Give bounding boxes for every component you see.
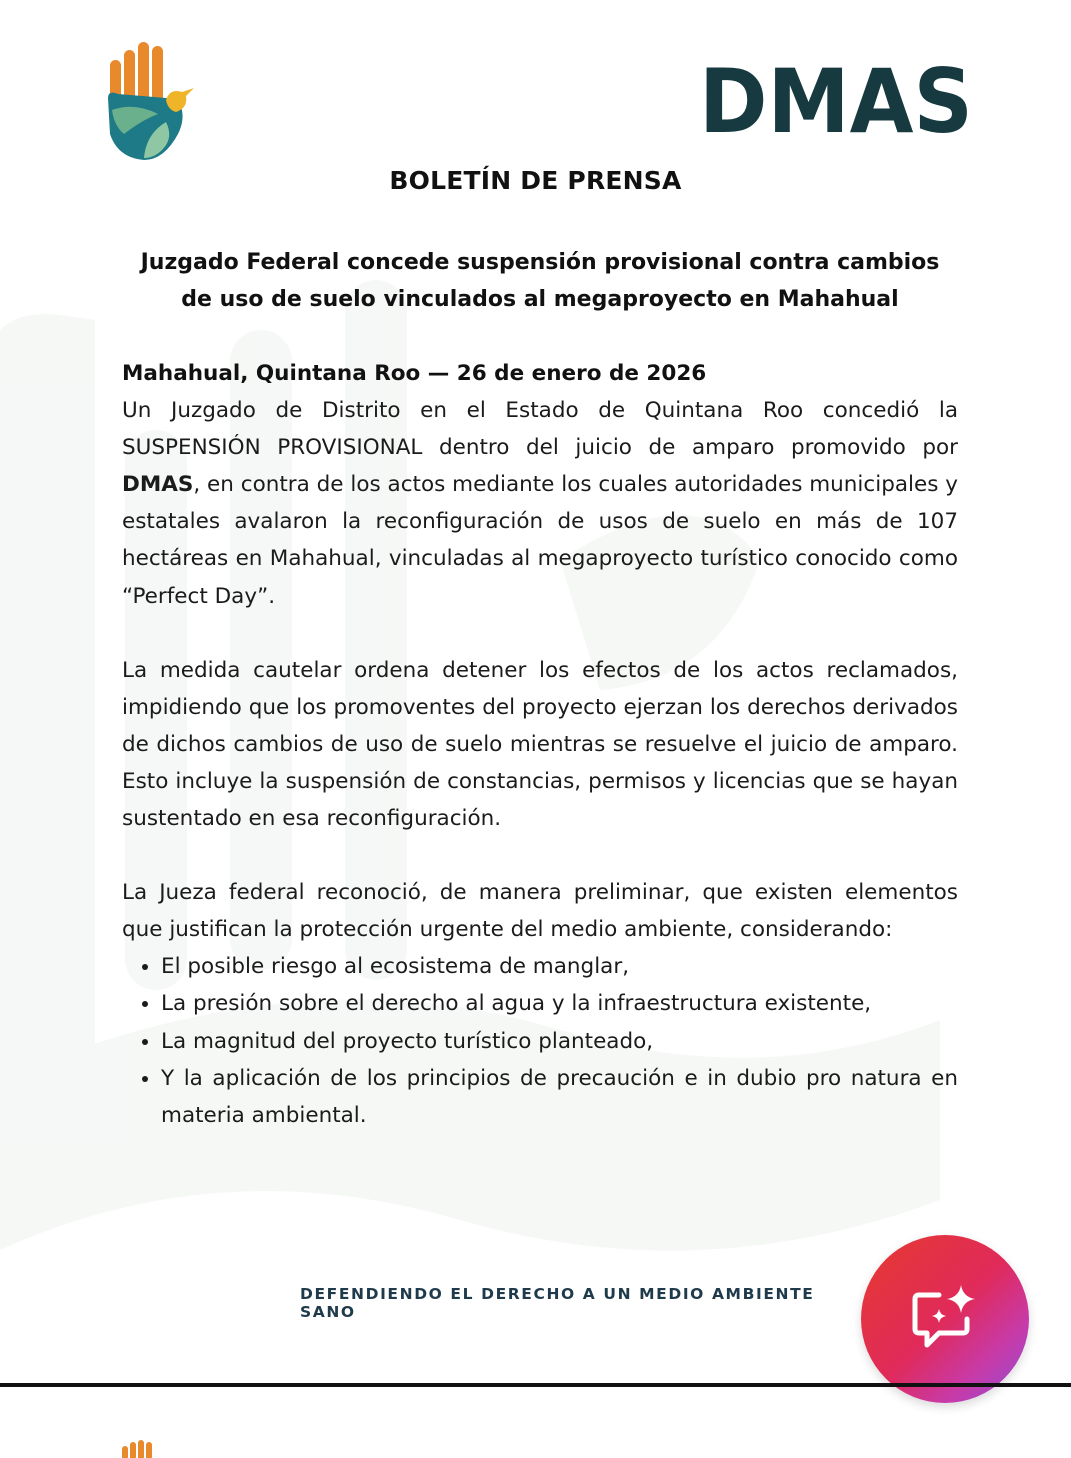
hand-bird-logo-icon (104, 38, 200, 164)
paragraph-1-org-name: DMAS (122, 472, 194, 498)
svg-text:DMAS: DMAS (699, 52, 973, 142)
paragraph-1-text-b: , en contra de los actos mediante los cuales autoridades municipales y estatales avalaron la reconfiguración de usos de suelo en más de 107 hectáreas en Mahahual, vinculadas al megaproyecto turístico conocido como “Perfect Day”. (122, 472, 958, 609)
paragraph-1 (122, 392, 958, 615)
list-item: • La presión sobre el derecho al agua y la infraestructura existente, (161, 985, 958, 1022)
list-item: • El posible riesgo al ecosistema de manglar, (161, 948, 958, 985)
list-item: • Y la aplicación de los principios de precaución e in dubio pro natura en materia ambiental. (161, 1060, 958, 1134)
paragraph-1-text-a: Un Juzgado de Distrito en el Estado de Quintana Roo concedió la SUSPENSIÓN PROVISIONAL dentro del juicio de amparo promovido por (122, 398, 958, 461)
dmas-wordmark (696, 52, 976, 142)
list-item: • La magnitud del proyecto turístico planteado, (161, 1023, 958, 1060)
press-release-body (122, 355, 958, 1134)
press-release-headline: Juzgado Federal concede suspensión provisional contra cambios de uso de suelo vinculados al megaproyecto en Mahahual (140, 250, 940, 312)
dateline: Mahahual, Quintana Roo — 26 de enero de 2026 (122, 361, 707, 386)
page-divider (0, 1383, 1071, 1387)
paragraph-3: La Jueza federal reconoció, de manera preliminar, que existen elementos que justifican la protección urgente del medio ambiente, considerando: (122, 880, 958, 943)
document-type-heading: BOLETÍN DE PRENSA (389, 166, 682, 195)
footer-tagline: DEFENDIENDO EL DERECHO A UN MEDIO AMBIENTE SANO (300, 1285, 815, 1321)
considerations-list (122, 948, 958, 1133)
next-page-logo-icon (112, 1438, 172, 1458)
paragraph-2: La medida cautelar ordena detener los efectos de los actos reclamados, impidiendo que los promoventes del proyecto ejerzan los derechos derivados de dichos cambios de uso de suelo mientras se resuelve el juicio de amparo. Esto incluye la suspensión de constancias, permisos y licencias que se hayan sustentado en esa reconfiguración. (122, 657, 958, 832)
